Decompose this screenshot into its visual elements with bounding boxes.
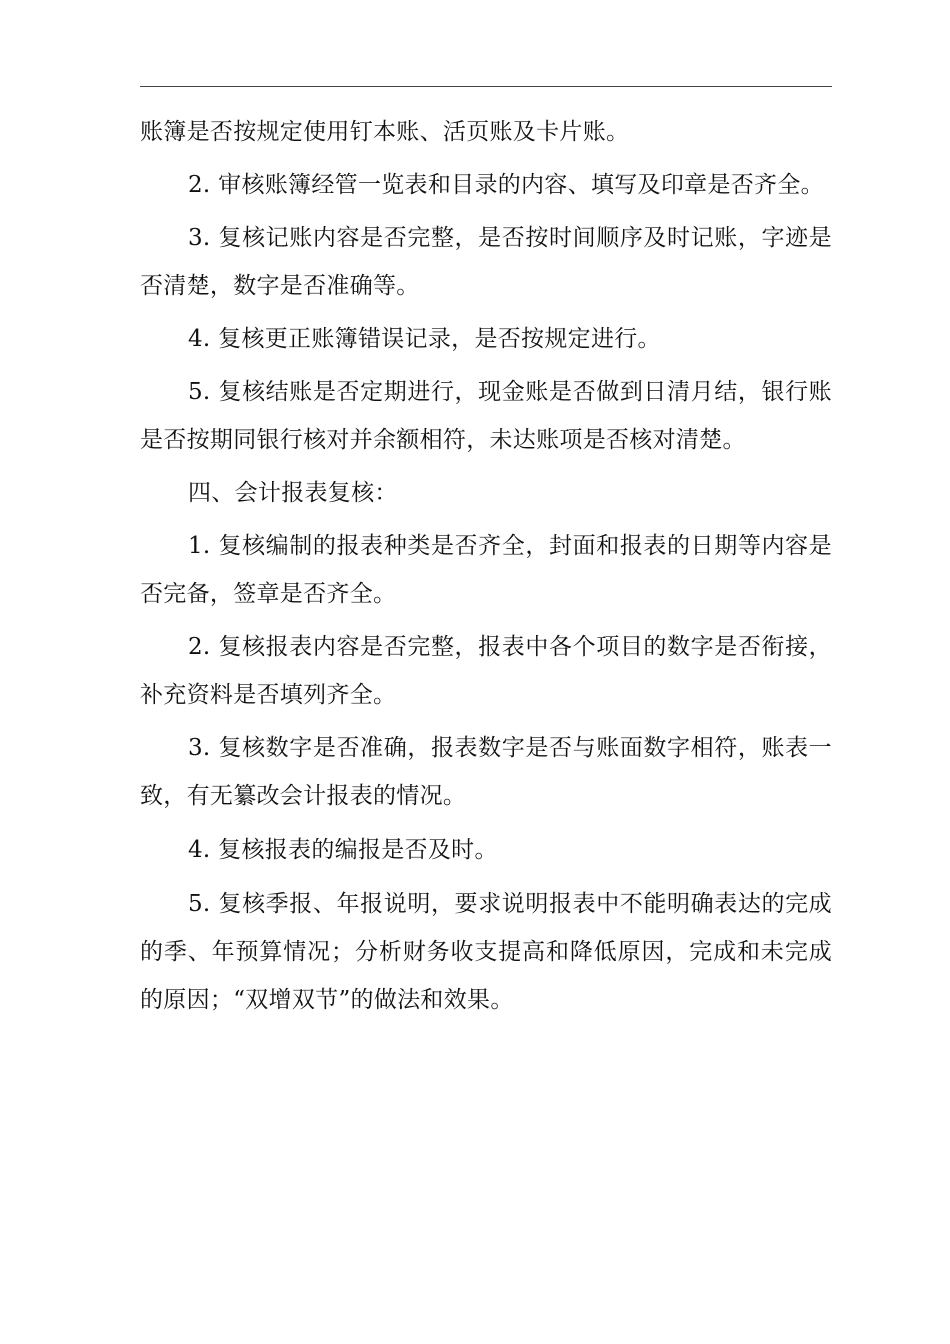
paragraph-item-3-entry-review: 3. 复核记账内容是否完整，是否按时间顺序及时记账，字迹是否清楚，数字是否准确等。 [140,225,832,299]
paragraph-report-item-2: 2. 复核报表内容是否完整，报表中各个项目的数字是否衔接，补充资料是否填列齐全。 [140,634,832,708]
paragraph-item-5-closing-review: 5. 复核结账是否定期进行，现金账是否做到日清月结，银行账是否按期同银行核对并余额相符，未达账项是否核对清楚。 [140,379,832,453]
paragraph-report-item-4: 4. 复核报表的编报是否及时。 [188,837,498,863]
document-body [140,108,832,1029]
paragraph-report-item-3: 3. 复核数字是否准确，报表数字是否与账面数字相符，账表一致，有无纂改会计报表的情况。 [140,735,832,809]
paragraph-report-item-5: 5. 复核季报、年报说明，要求说明报表中不能明确表达的完成的季、年预算情况；分析财务收支提高和降低原因，完成和未完成的原因；“双增双节”的做法和效果。 [140,891,832,1013]
paragraph-item-4-correction-review: 4. 复核更正账簿错误记录，是否按规定进行。 [188,326,661,352]
paragraph-item-2-ledger-review: 2. 审核账簿经管一览表和目录的内容、填写及印章是否齐全。 [188,172,824,198]
paragraph-report-item-1: 1. 复核编制的报表种类是否齐全，封面和报表的日期等内容是否完备，签章是否齐全。 [140,533,832,607]
paragraph-continuation: 账簿是否按规定使用钉本账、活页账及卡片账。 [140,119,630,145]
section-heading-report-review: 四、会计报表复核： [188,480,398,506]
header-rule [140,86,832,87]
